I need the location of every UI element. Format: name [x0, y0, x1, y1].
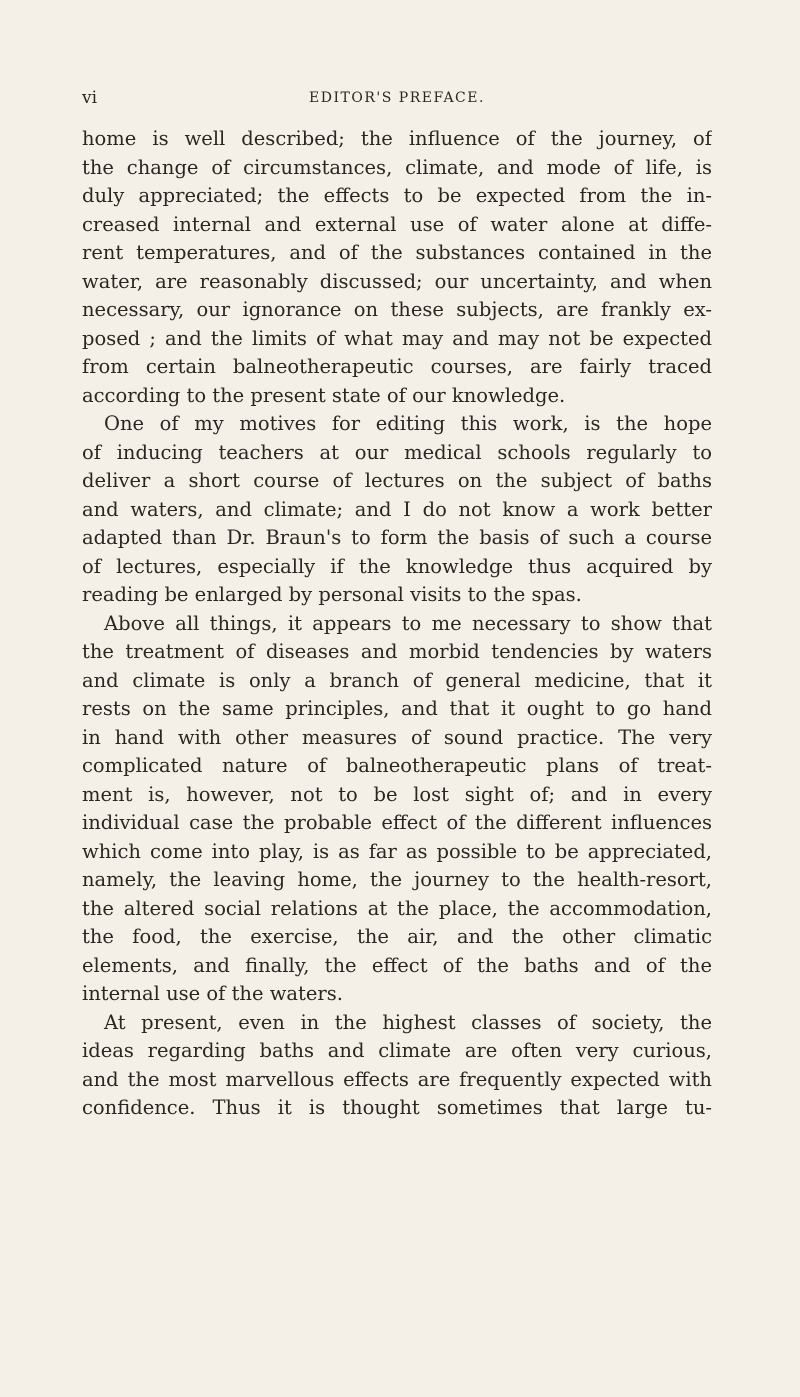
text-line: rent temperatures, and of the substances contained in the [82, 241, 712, 264]
body-text [82, 125, 712, 1123]
text-line: At present, even in the highest classes of society, the [104, 1010, 712, 1034]
text-line: and the most marvellous effects are frequently expected with [82, 1067, 712, 1091]
text-line: according to the present state of our knowledge. [82, 383, 566, 407]
text-line: Above all things, it appears to me necessary to show that [104, 611, 712, 635]
text-line: of inducing teachers at our medical schools regularly to [82, 440, 712, 464]
text-line: internal use of the waters. [82, 982, 343, 1005]
text-line: deliver a short course of lectures on the subject of baths [82, 469, 712, 492]
text-line: elements, and finally, the effect of the baths and of the [82, 953, 712, 977]
page-number: vi [82, 88, 98, 108]
text-line: and waters, and climate; and I do not know a work better [82, 497, 712, 521]
text-line: namely, the leaving home, the journey to the health-resort, [82, 868, 712, 891]
text-line: reading be enlarged by personal visits to the spas. [82, 583, 582, 606]
text-line: duly appreciated; the effects to be expected from the in- [82, 184, 712, 207]
text-line: ideas regarding baths and climate are often very curious, [82, 1039, 712, 1062]
text-line: confidence. Thus it is thought sometimes that large tu- [82, 1096, 712, 1119]
text-line: which come into play, is as far as possible to be appreciated, [82, 839, 712, 863]
text-line: creased internal and external use of water alone at diffe- [82, 212, 712, 236]
text-line: adapted than Dr. Braun's to form the basis of such a course [82, 526, 712, 549]
text-line: of lectures, especially if the knowledge thus acquired by [82, 554, 712, 578]
text-line: from certain balneotherapeutic courses, are fairly traced [82, 355, 712, 378]
text-line: posed ; and the limits of what may and may not be expected [82, 326, 712, 350]
running-head [82, 88, 712, 112]
text-line: home is well described; the influence of the journey, of [82, 127, 712, 150]
text-line: the altered social relations at the place, the accommodation, [82, 896, 712, 920]
text-line: and climate is only a branch of general medicine, that it [82, 668, 712, 692]
text-line: in hand with other measures of sound practice. The very [82, 725, 712, 749]
text-line: One of my motives for editing this work, is the hope [104, 412, 712, 435]
text-line: the change of circumstances, climate, and mode of life, is [82, 155, 712, 179]
text-line: water, are reasonably discussed; our uncertainty, and when [82, 269, 712, 293]
text-line: the treatment of diseases and morbid tendencies by waters [82, 640, 712, 663]
running-title: EDITOR'S PREFACE. [309, 90, 485, 106]
text-line: necessary, our ignorance on these subjects, are frankly ex- [82, 298, 712, 321]
text-line: rests on the same principles, and that it ought to go hand [82, 697, 712, 720]
text-line: individual case the probable effect of the different influences [82, 811, 712, 834]
text-line: complicated nature of balneotherapeutic plans of treat- [82, 754, 712, 777]
text-line: ment is, however, not to be lost sight of; and in every [82, 782, 712, 806]
text-line: the food, the exercise, the air, and the other climatic [82, 925, 712, 948]
